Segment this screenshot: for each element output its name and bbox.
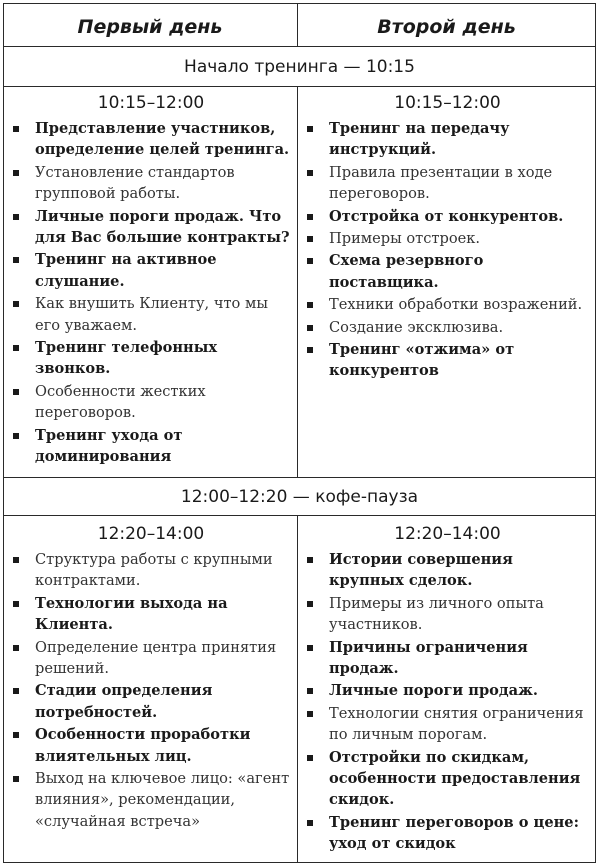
topic-item: Тренинг переговоров о цене: уход от скидок	[303, 812, 592, 855]
topic-item: Особенности жестких переговоров.	[9, 381, 293, 424]
topic-item: Тренинг «отжима» от конкурентов	[303, 339, 592, 382]
topic-item: Личные пороги продаж.	[303, 680, 592, 701]
topic-item: Создание эксклюзива.	[303, 317, 592, 338]
time-slot: 12:20–14:00	[97, 524, 205, 544]
topic-item: Правила презентации в ходе переговоров.	[303, 162, 592, 205]
topic-item: Тренинг ухода от доминирования	[9, 425, 293, 468]
topic-item: Отстройка от конкурентов.	[303, 206, 592, 227]
topic-item: Личные пороги продаж. Что для Вас большие контракты?	[9, 206, 293, 249]
start-time-row: Начало тренинга — 10:15	[184, 57, 415, 77]
topic-item: Отстройки по скидкам, особенности предоставления скидок.	[303, 747, 592, 811]
block1-day2-cell	[297, 90, 596, 383]
block2-day1-cell	[3, 521, 297, 833]
topic-item: Техники обработки возражений.	[303, 294, 592, 315]
topic-item: Структура работы с крупными контрактами.	[9, 549, 293, 592]
header-day1: Первый день	[77, 16, 223, 38]
column-divider	[297, 86, 298, 477]
topic-list	[9, 549, 293, 832]
block1-day1-cell	[3, 90, 297, 469]
topic-list	[9, 118, 293, 468]
topic-item: Истории совершения крупных сделок.	[303, 549, 592, 592]
time-slot: 10:15–12:00	[97, 93, 205, 113]
topic-item: Примеры из личного опыта участников.	[303, 593, 592, 636]
break-row: 12:00–12:20 — кофе-пауза	[180, 487, 419, 507]
topic-item: Технологии выхода на Клиента.	[9, 593, 293, 636]
time-slot: 12:20–14:00	[394, 524, 501, 544]
header-day2: Второй день	[377, 16, 516, 38]
topic-item: Установление стандартов групповой работы.	[9, 162, 293, 205]
column-divider	[297, 3, 298, 46]
divider	[3, 86, 596, 87]
divider	[3, 46, 596, 47]
topic-item: Особенности проработки влиятельных лиц.	[9, 724, 293, 767]
block2-day2-cell	[297, 521, 596, 856]
topic-item: Представление участников, определение целей тренинга.	[9, 118, 293, 161]
time-slot: 10:15–12:00	[394, 93, 501, 113]
topic-item: Примеры отстроек.	[303, 228, 592, 249]
topic-item: Схема резервного поставщика.	[303, 250, 592, 293]
topic-item: Тренинг на активное слушание.	[9, 249, 293, 292]
topic-list	[303, 118, 592, 382]
topic-item: Стадии определения потребностей.	[9, 680, 293, 723]
topic-list	[303, 549, 592, 855]
topic-item: Тренинг телефонных звонков.	[9, 337, 293, 380]
topic-item: Как внушить Клиенту, что мы его уважаем.	[9, 293, 293, 336]
column-divider	[297, 515, 298, 863]
divider	[3, 515, 596, 516]
topic-item: Причины ограничения продаж.	[303, 637, 592, 680]
divider	[3, 477, 596, 478]
topic-item: Определение центра принятия решений.	[9, 637, 293, 680]
topic-item: Тренинг на передачу инструкций.	[303, 118, 592, 161]
topic-item: Выход на ключевое лицо: «агент влияния», рекомендации, «случайная встреча»	[9, 768, 293, 832]
topic-item: Технологии снятия ограничения по личным порогам.	[303, 703, 592, 746]
